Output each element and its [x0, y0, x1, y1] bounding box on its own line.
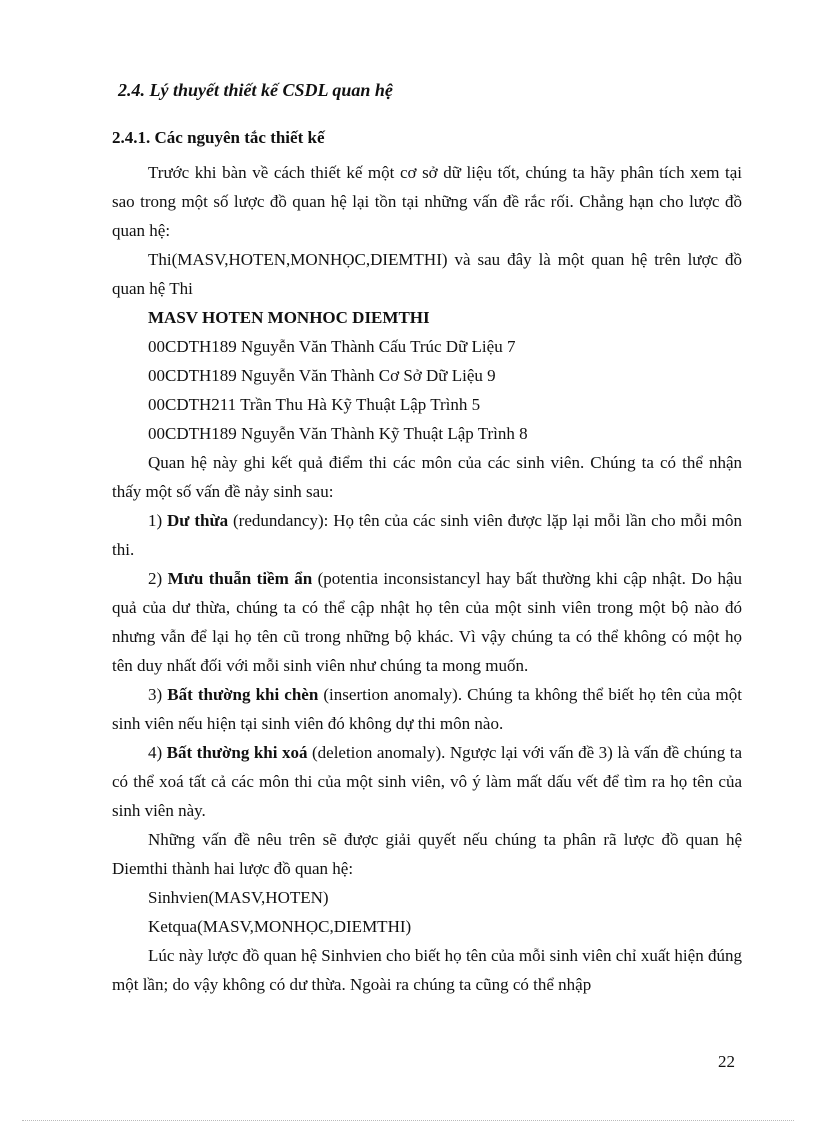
schema-ketqua: Ketqua(MASV,MONHỌC,DIEMTHI)	[148, 917, 412, 936]
intro-paragraph: Trước khi bàn về cách thiết kế một cơ sở dữ liệu tốt, chúng ta hãy phân tích xem tại sao trong một số lược đồ quan hệ lại tồn tại những vấn đề rắc rối. Chẳng hạn cho lược đồ quan hệ:	[112, 163, 742, 240]
page-number: 22	[718, 1052, 735, 1071]
item-number: 2)	[148, 569, 168, 588]
solution-intro: Những vấn đề nêu trên sẽ được giải quyết nếu chúng ta phân rã lược đồ quan hệ Diemthi thành hai lược đồ quan hệ:	[112, 830, 742, 878]
item-text: (potentia inconsistancyl hay bất thường khi cập nhật. Do hậu quả của dư thừa, chúng ta có thể cập nhật họ tên của một sinh viên trong một bộ nào đó nhưng vẫn để lại họ tên cũ trong những bộ khác. Vì vậy chúng ta có thể không có một họ tên duy nhất đối với mỗi sinh viên như chúng ta mong muốn.	[112, 569, 742, 675]
body-text	[112, 158, 742, 999]
item-term: Bất thường khi chèn	[167, 685, 319, 704]
item-term: Dư thừa	[167, 511, 229, 530]
item-term: Bất thường khi xoá	[166, 743, 308, 762]
item-number: 4)	[148, 743, 167, 762]
item-term: Mưu thuẫn tiềm ẩn	[167, 569, 313, 588]
problem-item-inconsistency	[112, 564, 742, 680]
item-text: (redundancy): Họ tên của các sinh viên được lặp lại mỗi lần cho mỗi môn thi.	[112, 511, 742, 559]
item-number: 3)	[148, 685, 168, 704]
table-row: 00CDTH189 Nguyễn Văn Thành Cơ Sở Dữ Liệu 9	[148, 366, 496, 385]
schema-paragraph: Thi(MASV,HOTEN,MONHỌC,DIEMTHI) và sau đây là một quan hệ trên lược đồ quan hệ Thi	[112, 250, 742, 298]
schema-sinhvien: Sinhvien(MASV,HOTEN)	[148, 888, 329, 907]
item-text: (insertion anomaly). Chúng ta không thể biết họ tên của một sinh viên nếu hiện tại sinh viên đó không dự thi môn nào.	[112, 685, 742, 733]
table-row: 00CDTH211 Trần Thu Hà Kỹ Thuật Lập Trình 5	[148, 395, 481, 414]
table-header: MASV HOTEN MONHOC DIEMTHI	[148, 308, 430, 327]
section-title: 2.4. Lý thuyết thiết kế CSDL quan hệ	[118, 80, 393, 100]
problem-item-insertion	[112, 680, 742, 738]
item-number: 1)	[148, 511, 168, 530]
table-row: 00CDTH189 Nguyễn Văn Thành Cấu Trúc Dữ Liệu 7	[148, 337, 516, 356]
analysis-intro: Quan hệ này ghi kết quả điểm thi các môn của các sinh viên. Chúng ta có thể nhận thấy một số vấn đề nảy sinh sau:	[112, 453, 742, 501]
problem-item-deletion	[112, 738, 742, 825]
conclusion-paragraph: Lúc này lược đồ quan hệ Sinhvien cho biết họ tên của mỗi sinh viên chỉ xuất hiện đúng một lần; do vậy không có dư thừa. Ngoài ra chúng ta cũng có thể nhập	[112, 946, 742, 994]
subsection-title: 2.4.1. Các nguyên tắc thiết kế	[112, 128, 325, 147]
table-row: 00CDTH189 Nguyễn Văn Thành Kỹ Thuật Lập Trình 8	[148, 424, 528, 443]
item-text: (deletion anomaly). Ngược lại với vấn đề 3) là vấn đề chúng ta có thể xoá tất cả các môn thi của một sinh viên, vô ý làm mất dấu vết để tìm ra họ tên của sinh viên này.	[112, 743, 742, 820]
problem-item-redundancy	[112, 506, 742, 564]
page-bottom-divider	[22, 1120, 794, 1121]
